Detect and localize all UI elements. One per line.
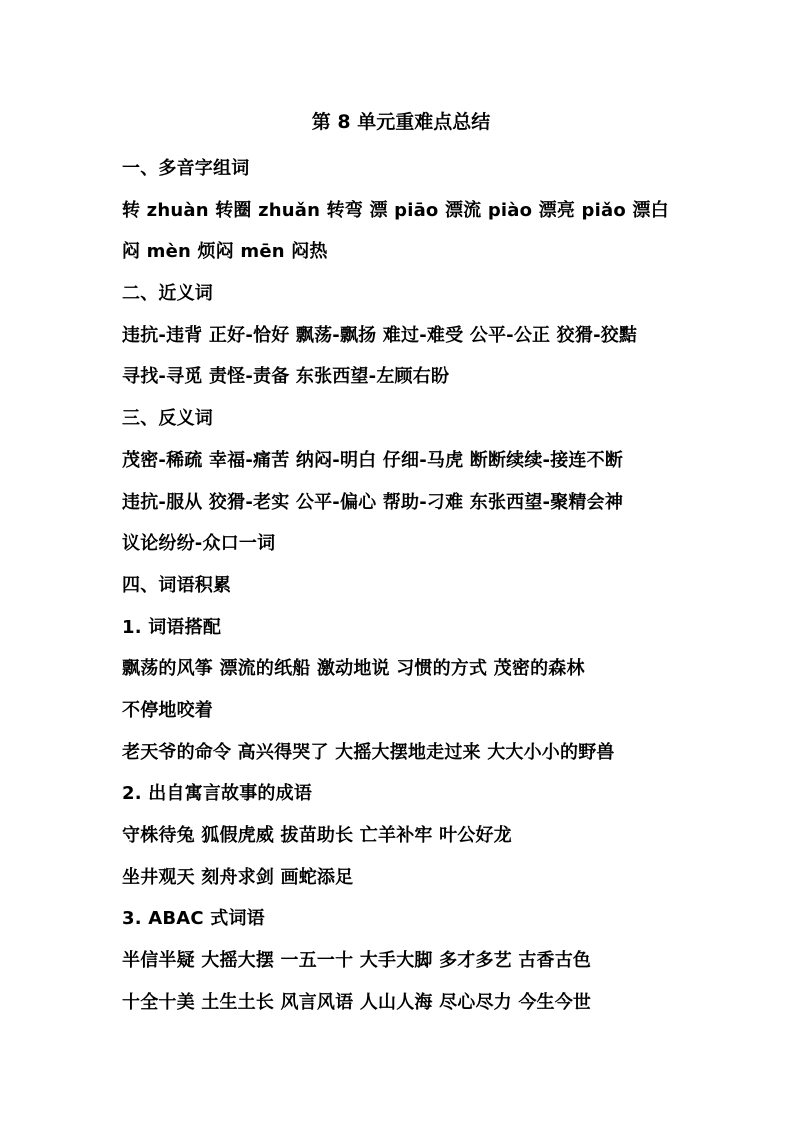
section-heading-polyphonic: 一、多音字组词 xyxy=(122,158,250,179)
text-line: 老天爷的命令 高兴得哭了 大摇大摆地走过来 大大小小的野兽 xyxy=(122,741,615,763)
text-line: 飘荡的风筝 漂流的纸船 激动地说 习惯的方式 茂密的森林 xyxy=(122,658,585,680)
text-line: 坐井观天 刻舟求剑 画蛇添足 xyxy=(122,866,354,888)
text-line: 守株待兔 狐假虎威 拔苗助长 亡羊补牢 叶公好龙 xyxy=(122,825,512,846)
text-line: 转 zhuàn 转圈 zhuǎn 转弯 漂 piāo 漂流 piào 漂亮 piǎo 漂白 xyxy=(122,199,669,221)
text-line: 十全十美 土生土长 风言风语 人山人海 尽心尽力 今生今世 xyxy=(122,991,592,1013)
subheading-abac-words: 3. ABAC 式词语 xyxy=(122,908,265,930)
section-heading-synonyms: 二、近义词 xyxy=(122,283,213,305)
section-heading-vocabulary: 四、词语积累 xyxy=(122,574,232,596)
subheading-collocations: 1. 词语搭配 xyxy=(122,616,222,638)
subheading-fable-idioms: 2. 出自寓言故事的成语 xyxy=(122,783,313,805)
text-line: 不停地咬着 xyxy=(122,699,213,721)
page-title: 第 8 单元重难点总结 xyxy=(311,111,491,133)
text-line: 违抗-服从 狡猾-老实 公平-偏心 帮助-刁难 东张西望-聚精会神 xyxy=(122,491,624,513)
text-line: 议论纷纷-众口一词 xyxy=(122,533,276,555)
text-line: 违抗-违背 正好-恰好 飘荡-飘扬 难过-难受 公平-公正 狡猾-狡黠 xyxy=(122,324,638,346)
text-line: 寻找-寻觅 责怪-责备 东张西望-左顾右盼 xyxy=(122,366,450,388)
text-line: 半信半疑 大摇大摆 一五一十 大手大脚 多才多艺 古香古色 xyxy=(122,950,592,972)
text-line: 闷 mèn 烦闷 mēn 闷热 xyxy=(122,241,328,263)
text-line: 茂密-稀疏 幸福-痛苦 纳闷-明白 仔细-马虎 断断续续-接连不断 xyxy=(122,449,624,471)
section-heading-antonyms: 三、反义词 xyxy=(122,408,213,430)
